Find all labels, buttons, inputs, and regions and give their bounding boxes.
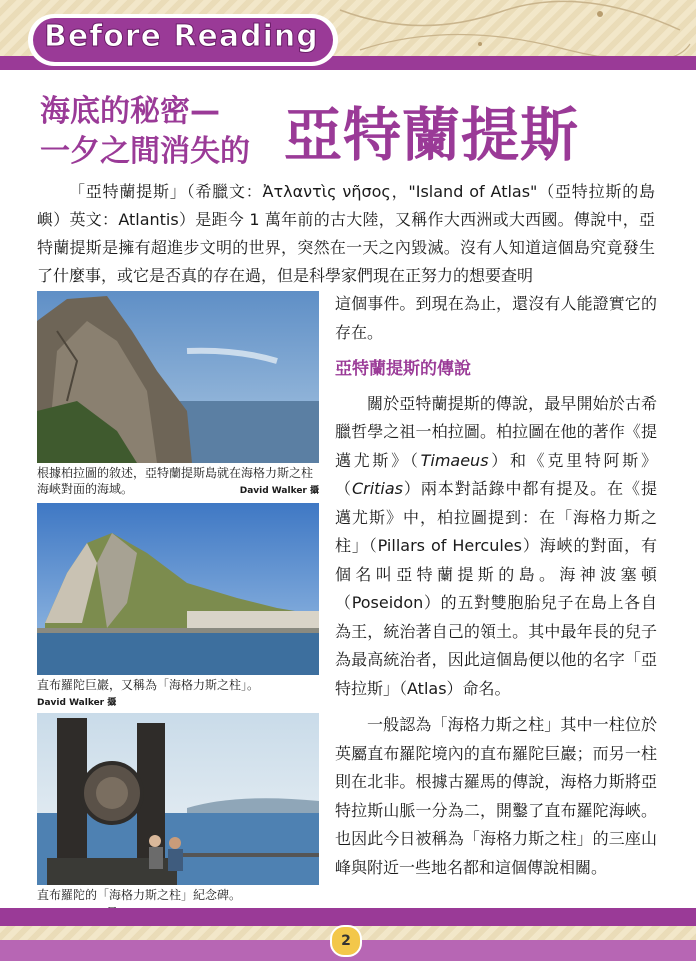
photo-2-caption-text: 直布羅陀巨巖，又稱為「海格力斯之柱」。: [37, 678, 260, 692]
intro-paragraph: 「亞特蘭提斯」（希臘文：Ἀτλαντὶς νῆσος，"Island of Atlas"（亞特拉斯的島嶼）英文：Atlantis）是距今 1 萬年前的古大陸，又稱作大西洲或大西國。傳說中，亞特蘭提斯是擁有超進步文明的世界，突然在一天之內毀滅。沒有人知道這個島究竟發生了什麼事，或它是否真的存在過，但是科學家們現在正努力的想要查明: [37, 182, 655, 285]
title-line-2: 一夕之間消失的: [40, 134, 250, 169]
section-heading: 亞特蘭提斯的傳說: [335, 359, 471, 379]
para1-part-a: 關於亞特蘭提斯的傳說，最早開始於古希臘哲學之祖一柏拉圖。柏拉圖在他的著作《提邁尤斯》（: [335, 393, 657, 470]
para1-part-b: ）和《克里特阿斯》（: [335, 450, 657, 498]
term-timaeus: Timaeus: [420, 450, 489, 470]
page-number: 2: [330, 925, 362, 957]
legend-paragraph-1: [335, 390, 657, 704]
title-line-1: 海底的秘密—: [40, 94, 220, 129]
section-label: Before Reading: [44, 19, 319, 54]
photo-gibraltar-cliff: [37, 291, 319, 463]
photo-1-caption: [37, 465, 319, 497]
right-column: [335, 290, 657, 882]
photo-2-credit: David Walker 攝: [37, 698, 117, 708]
photo-3-caption-text: 直布羅陀的「海格力斯之柱」紀念碑。: [37, 888, 242, 902]
para1-part-c: ）兩本對話錄中都有提及。在《提邁尤斯》中，柏拉圖提到：在「海格力斯之柱」（Pillars of Hercules）海峽的對面，有個名叫亞特蘭提斯的島。海神波塞頓（Poseidon）的五對雙胞胎兒子在島上各自為王，統治著自己的領土。其中最年長的兒子為最高統治者，因此這個島便以他的名字「亞特拉斯」（Atlas）命名。: [335, 479, 657, 698]
page-title: [40, 82, 680, 168]
intro-continued: 這個事件。到現在為止，還沒有人能證實它的存在。: [335, 294, 657, 342]
photo-pillars-monument: [37, 713, 319, 885]
photo-2-caption: [37, 677, 319, 711]
photo-rock-of-gibraltar: [37, 503, 319, 675]
legend-paragraph-2: 一般認為「海格力斯之柱」其中一柱位於英屬直布羅陀境內的直布羅陀巨巖；而另一柱則在北非。根據古羅馬的傳說，海格力斯將亞特拉斯山脈一分為二，開鑿了直布羅陀海峽。也因此今日被稱為「海格力斯之柱」的三座山峰與附近一些地名都和這個傳說相關。: [335, 715, 657, 877]
photo-1-credit: David Walker 攝: [239, 486, 319, 496]
term-critias: Critias: [351, 479, 403, 498]
title-main: 亞特蘭提斯: [284, 101, 580, 169]
photo-1-caption-text: 根據柏拉圖的敘述，亞特蘭提斯島就在海格力斯之柱海峽對面的海域。: [37, 466, 314, 496]
intro-text: [37, 178, 655, 290]
footer-stripe: [0, 908, 696, 926]
